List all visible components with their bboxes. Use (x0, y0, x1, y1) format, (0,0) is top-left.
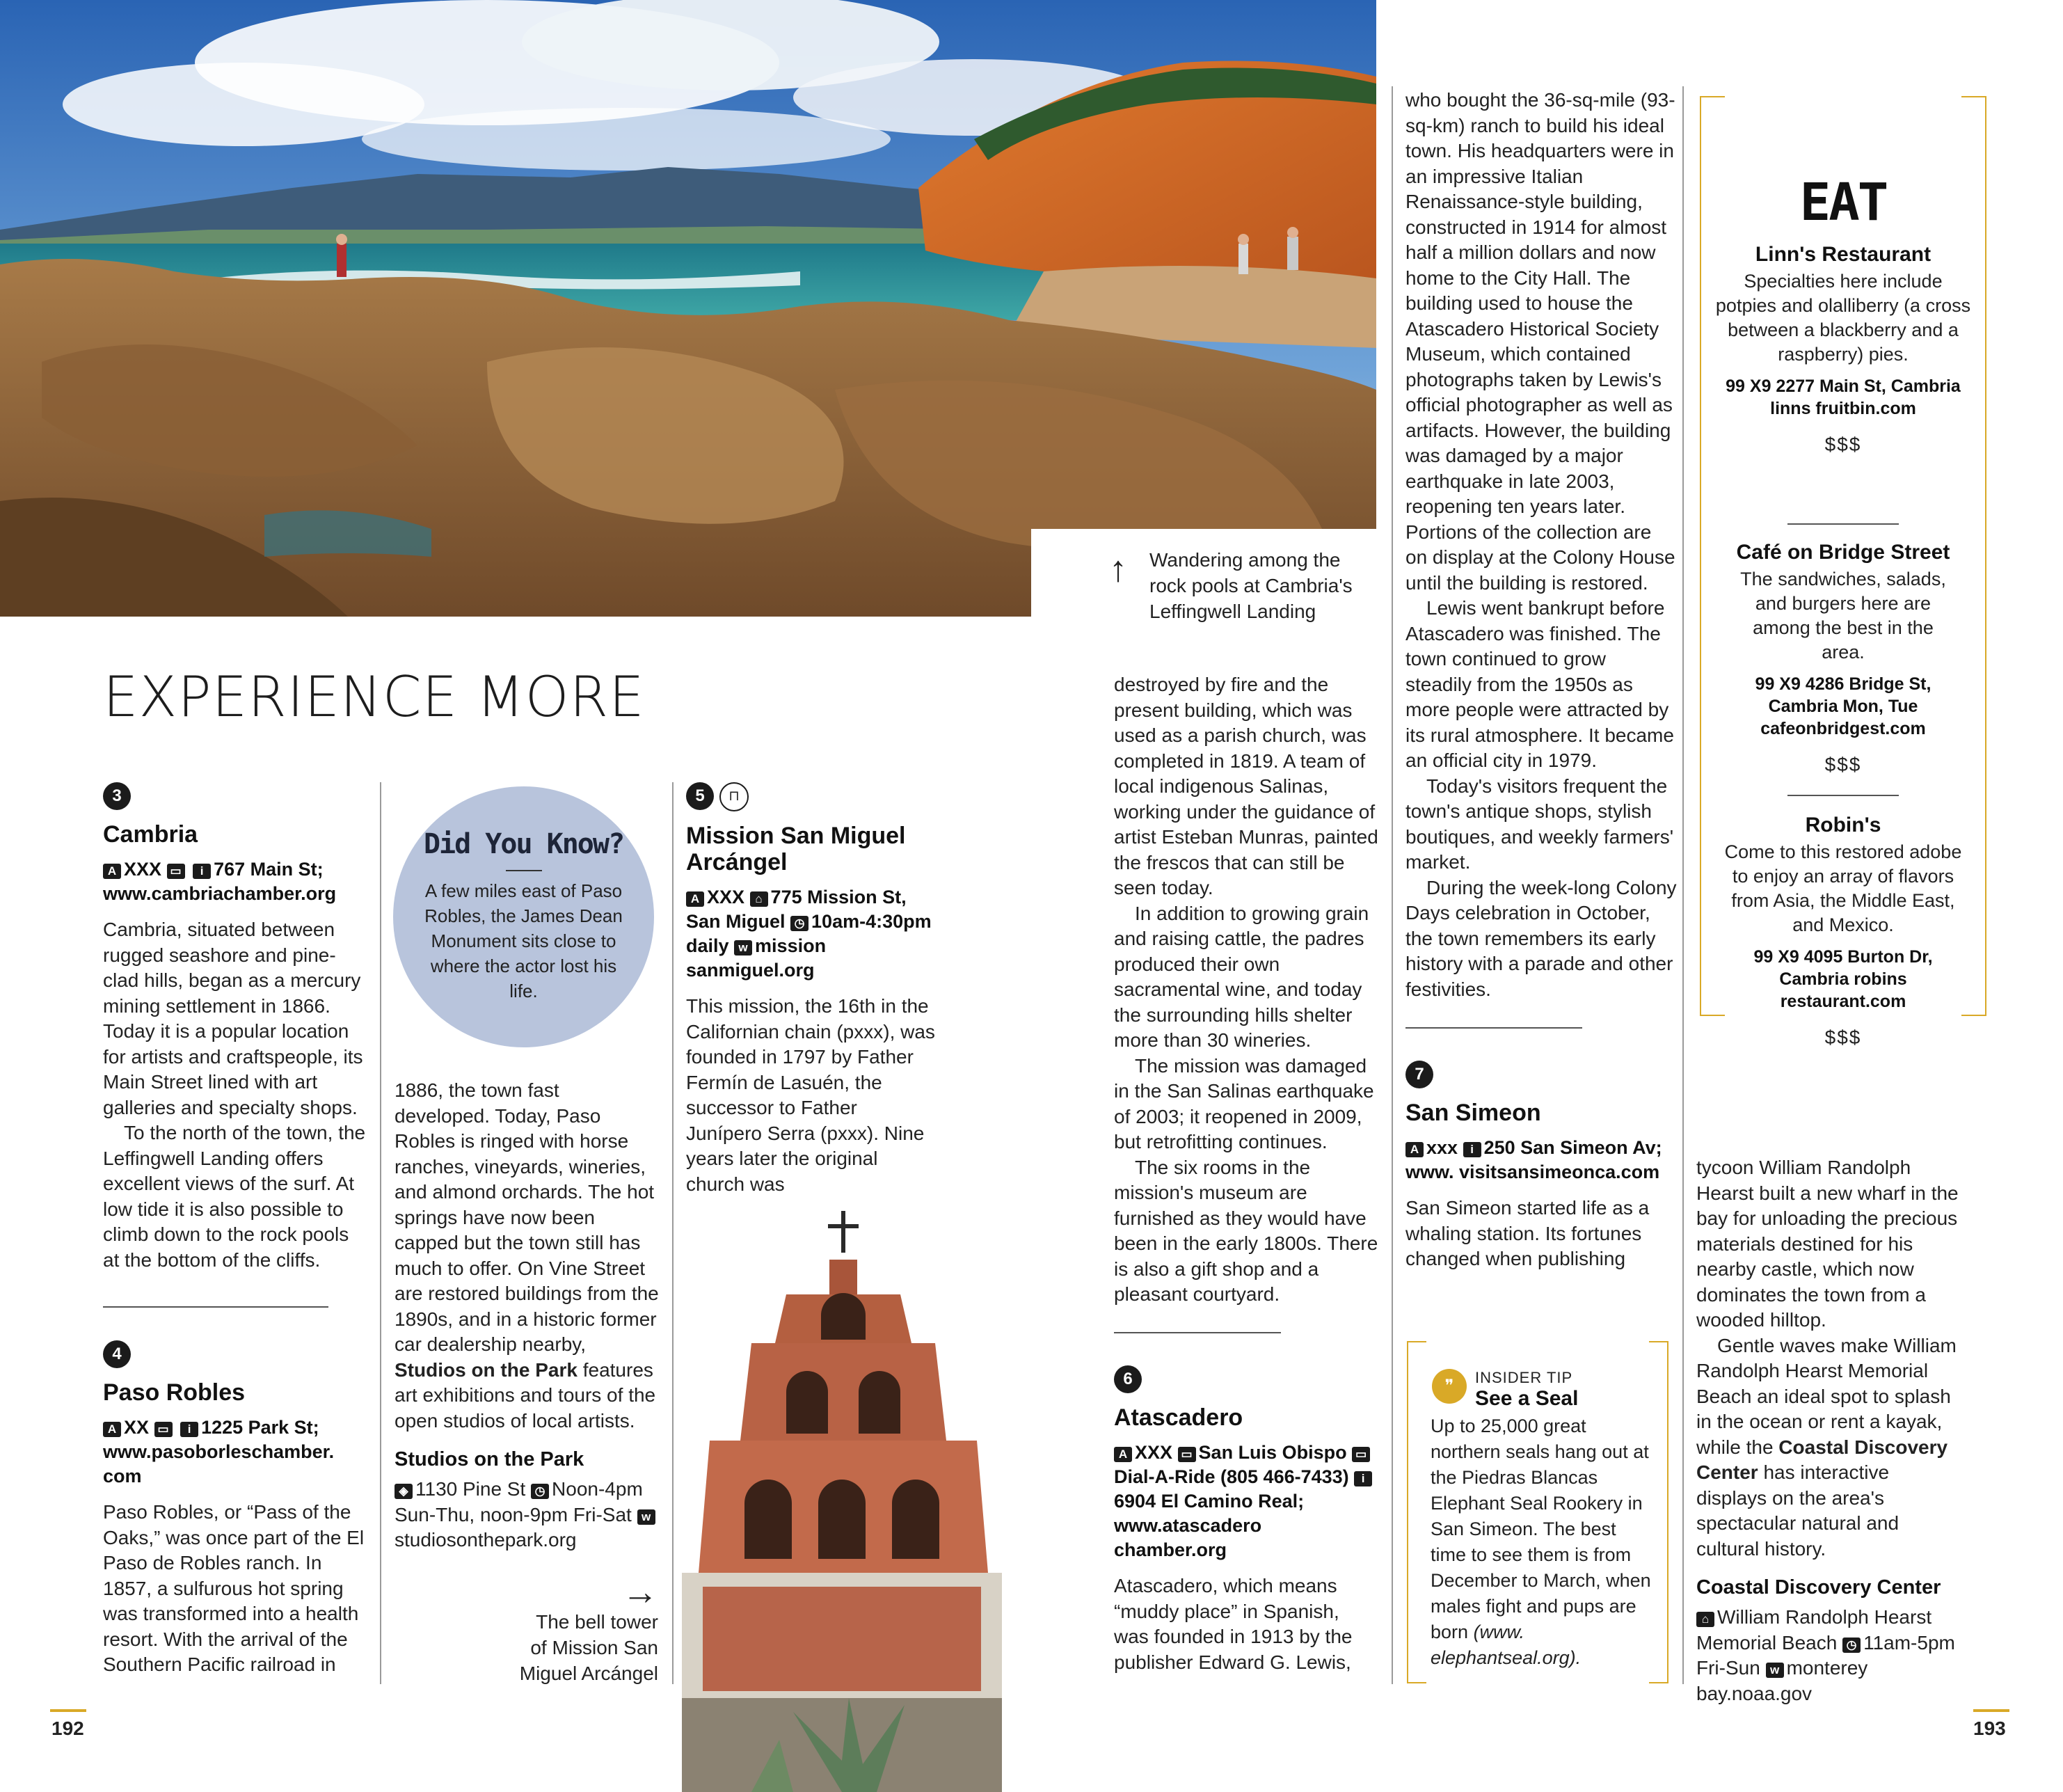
tip-label: INSIDER TIP (1475, 1369, 1573, 1386)
caption-rock-pools: ↑ Wandering among the rock pools at Cambria's Leffingwell Landing (1109, 549, 1353, 622)
column-divider (1682, 86, 1684, 1684)
paragraph: destroyed by fire and the present building, which was used as a parish church, was completed in 1819. A team of local indigenous Salinas, working under the guidance of artist Esteban Munras, painted the frescos that can still be seen today. (1114, 674, 1378, 898)
web-icon: w (637, 1509, 655, 1525)
paragraph: Atascadero, which means “muddy place” in Spanish, was founded in 1913 by the publisher Edward G. Lewis, (1114, 1575, 1353, 1673)
arrow-right-icon: → (622, 1572, 658, 1612)
coast-photo (0, 0, 1376, 617)
entry-info-paso-robles: A XX ▭ i 1225 Park St; www.pasoborleschamber. com (103, 1417, 335, 1486)
bus-icon: ▭ (1178, 1447, 1196, 1462)
info-icon: i (180, 1422, 198, 1437)
paragraph: This mission, the 16th in the Californian chain (pxxx), was founded in 1797 by Father Fermín de Lasuén, the successor to Father Junípero Serra (pxxx). Nine years later the original church was (686, 995, 935, 1195)
column-divider (1392, 86, 1393, 1684)
restaurant-name: Linn's Restaurant (1755, 243, 1931, 266)
paragraph: Gentle waves make William Randolph Hearst Memorial Beach an ideal spot to splash in the ocean or rent a kayak, while the Coastal Discovery Center has interactive displays on the area's spectacular natural and cultural history. (1696, 1334, 1957, 1560)
divider (1787, 523, 1899, 525)
cambria-web-link[interactable]: www.cambriachamber.org (103, 883, 337, 904)
cdc-heading: Coastal Discovery Center (1696, 1576, 1941, 1599)
entry-heading-atascadero: Atascadero (1114, 1404, 1243, 1431)
page-marker (50, 1709, 86, 1712)
paragraph: In addition to growing grain and raising cattle, the padres produced their own sacramental wine, and today the surrounding hills shelter more than 30 wineries. (1114, 902, 1369, 1051)
divider (1114, 1332, 1281, 1333)
restaurant-name: Café on Bridge Street (1736, 541, 1950, 564)
page-number-left: 192 (51, 1718, 84, 1739)
map-ref-icon: A (686, 891, 704, 907)
restaurant-info: 99 X9 4286 Bridge St, Cambria Mon, Tue cafeonbridgest.com (1755, 674, 1931, 738)
bell-tower-image (612, 1211, 1002, 1792)
clock-icon: ◷ (790, 916, 809, 931)
bus-icon: ▭ (154, 1422, 173, 1437)
entry-number-badge: 4 (103, 1340, 131, 1368)
paragraph: To the north of the town, the Leffingwell Landing offers excellent views of the surf. At low tide it is also possible to climb down to the rock pools at the bottom of the cliffs. (103, 1122, 366, 1271)
paso-web-link[interactable]: www.pasoborleschamber. (103, 1441, 335, 1462)
insider-tip-box (1407, 1341, 1668, 1683)
page-number-right: 193 (1973, 1718, 2006, 1739)
arrow-up-icon: ↑ (1109, 549, 1127, 589)
did-you-know-title: Did You Know? (423, 828, 624, 860)
paragraph: tycoon William Randolph Hearst built a new wharf in the bay for unloading the precious materials destined for his nearby castle, which now dominates the town from a wooded hilltop. (1696, 1157, 1959, 1331)
cdc-web-link[interactable]: monterey bay.noaa.gov (1696, 1657, 1868, 1704)
studios-web-link[interactable]: studiosonthepark.org (395, 1529, 577, 1551)
bus-icon: ▭ (1352, 1447, 1370, 1462)
entry-number-badge: 5 (686, 782, 714, 810)
cdc-info: ⌂ William Randolph Hearst Memorial Beach ◷ 11am-5pm Fri-Sun w monterey bay.noaa.gov (1696, 1606, 1955, 1704)
studios-info: ◈ 1130 Pine St ◷ Noon-4pm Sun-Thu, noon-9pm Fri-Sat wstudiosonthepark.org (395, 1477, 659, 1553)
home-icon: ⌂ (750, 891, 768, 907)
paragraph: Lewis went bankrupt before Atascadero was finished. The town continued to grow steadily from the 1950s as more people were attracted by its rural atmosphere. It became an official city in 1979. (1405, 597, 1674, 771)
info-icon: i (1354, 1471, 1372, 1486)
tip-title: See a Seal (1475, 1387, 1579, 1410)
entry-number-badge: 3 (103, 782, 131, 810)
section-title: EXPERIENCE MORE (103, 665, 645, 729)
restaurant-desc: Specialties here include potpies and olalliberry (a cross between a blackberry and a raspberry) pies. (1715, 271, 1971, 365)
mission-web-link[interactable]: mission sanmiguel.org (686, 935, 827, 981)
eat-item (1700, 813, 1986, 1049)
price-rating: $$$ (1824, 1026, 1862, 1048)
home-icon: ⌂ (1696, 1612, 1714, 1627)
web-icon: w (1766, 1663, 1784, 1678)
entry-heading-paso-robles: Paso Robles (103, 1379, 246, 1406)
entry-heading-san-simeon: San Simeon (1405, 1100, 1541, 1126)
eat-item (1700, 242, 1986, 457)
entry-heading-cambria: Cambria (103, 821, 198, 848)
paragraph: Paso Robles, or “Pass of the Oaks,” was once part of the El Paso de Robles ranch. In 1857, a sulfurous hot spring was transformed into a health resort. With the arrival of the Southern Pacific railroad in (103, 1501, 365, 1675)
divider (1787, 795, 1899, 796)
column-5-lower (1405, 1061, 1663, 1272)
map-ref-icon: A (1405, 1142, 1424, 1157)
info-icon: i (1463, 1142, 1481, 1157)
column-1-lower (103, 1340, 367, 1678)
entry-info-san-simeon: A xxx i 250 San Simeon Av; www. visitsansimeonca.com (1405, 1137, 1662, 1182)
price-rating: $$$ (1824, 434, 1862, 455)
column-divider (380, 782, 381, 1684)
entry-info-cambria: A XXX ▭ i 767 Main St; www.cambriachamber.org (103, 859, 337, 904)
paragraph: Cambria, situated between rugged seashore and pine-clad hills, began as a mercury mining settlement in 1866. Today it is a popular location for artists and craftspeople, its Main Street lined with art galleries and specialty shops. (103, 919, 363, 1118)
clock-icon: ◷ (531, 1484, 549, 1499)
column-3 (686, 782, 937, 1197)
page-marker (1973, 1709, 2009, 1712)
map-ref-icon: A (103, 864, 121, 879)
column-5 (1405, 88, 1677, 1002)
column-6 (1696, 1155, 1961, 1706)
eat-item (1700, 540, 1986, 777)
restaurant-info: 99 X9 4095 Burton Dr, Cambria robins restaurant.com (1753, 947, 1933, 1011)
paragraph: The six rooms in the mission's museum are furnished as they would have been in the early 1800s. There is also a gift shop and a pleasant courtyard. (1114, 1156, 1378, 1305)
entry-number-badge: 7 (1405, 1061, 1433, 1088)
did-you-know-circle (393, 786, 654, 1047)
tip-text: Up to 25,000 great northern seals hang out at the Piedras Blancas Elephant Seal Rookery in San Simeon. The best time to see them is from December to March, when males fight and pups are born (www. elephantseal.org). (1431, 1416, 1651, 1668)
paragraph: Today's visitors frequent the town's antique shops, stylish boutiques, and weekly farmers' market. (1405, 775, 1674, 873)
bus-icon: ▭ (167, 864, 185, 879)
divider (1405, 1027, 1582, 1029)
column-4 (1114, 672, 1378, 1308)
divider (103, 1306, 328, 1308)
price-rating: $$$ (1824, 754, 1862, 775)
entry-info-mission: A XXX ⌂ 775 Mission St, San Miguel ◷ 10am-4:30pm daily w mission sanmiguel.org (686, 887, 932, 981)
clock-icon: ◷ (1842, 1638, 1861, 1653)
paragraph: During the week-long Colony Days celebration in October, the town remembers its early history with a parade and other festivities. (1405, 876, 1677, 1000)
paragraph: San Simeon started life as a whaling station. Its fortunes changed when publishing (1405, 1197, 1650, 1269)
shop-icon: ⊓ (719, 782, 749, 811)
column-4-lower (1114, 1365, 1378, 1675)
paragraph: The mission was damaged in the San Salinas earthquake of 2003; it reopened in 2009, but retrofitting continues. (1114, 1054, 1374, 1152)
entry-info-atascadero: A XXX ▭ San Luis Obispo ▭Dial-A-Ride (805 466-7433) i6904 El Camino Real; www.atascadero chamber.org (1114, 1441, 1378, 1562)
studios-heading: Studios on the Park (395, 1448, 584, 1470)
web-icon: w (734, 940, 752, 956)
restaurant-desc: Come to this restored adobe to enjoy an array of flavors from Asia, the Middle East, and Mexico. (1724, 841, 1962, 935)
entry-number-badge: 6 (1114, 1365, 1142, 1393)
restaurant-name: Robin's (1805, 814, 1881, 836)
eat-box (1700, 96, 1986, 1048)
caption-bell-tower: → The bell tower of Mission San Miguel Arcángel (487, 1578, 658, 1686)
did-you-know-text: A few miles east of Paso Robles, the James Dean Monument sits close to where the actor lost his life. (424, 880, 623, 1001)
divider (506, 870, 542, 871)
directions-icon: ◈ (395, 1484, 413, 1499)
map-ref-icon: A (103, 1422, 121, 1437)
eat-title: EAT (1799, 173, 1887, 232)
paragraph: 1886, the town fast developed. Today, Paso Robles is ringed with horse ranches, vineyards, wineries, and almond orchards. The hot springs have now been capped but the town still has much to offer. On Vine Street are restored buildings from the 1890s, and in a historic former car dealership nearby, Studios on the Park features art exhibitions and tours of the open studios of local artists. (395, 1079, 659, 1432)
info-icon: i (193, 864, 211, 879)
tip-bubble-icon: ❞ (1432, 1369, 1467, 1404)
paragraph: who bought the 36-sq-mile (93-sq-km) ranch to build his ideal town. His headquarters were in an impressive Italian Renaissance-style building, constructed in 1914 for almost half a million dollars and now home to the City Hall. The building used to house the Atascadero Historical Society Museum, which contained photographs taken by Lewis's official photographer as well as artifacts. However, the building was damaged by a major earthquake in late 2003, reopening ten years later. Portions of the collection are on display at the Colony House until the building is restored. (1405, 89, 1675, 594)
column-1 (103, 782, 367, 1273)
restaurant-desc: The sandwiches, salads, and burgers here are among the best in the area. (1740, 569, 1946, 663)
coast-photo-illustration (0, 0, 1376, 617)
entry-heading-mission: Mission San Miguel Arcángel (686, 823, 906, 875)
restaurant-info: 99 X9 2277 Main St, Cambria linns fruitbin.com (1726, 376, 1961, 418)
map-ref-icon: A (1114, 1447, 1132, 1462)
